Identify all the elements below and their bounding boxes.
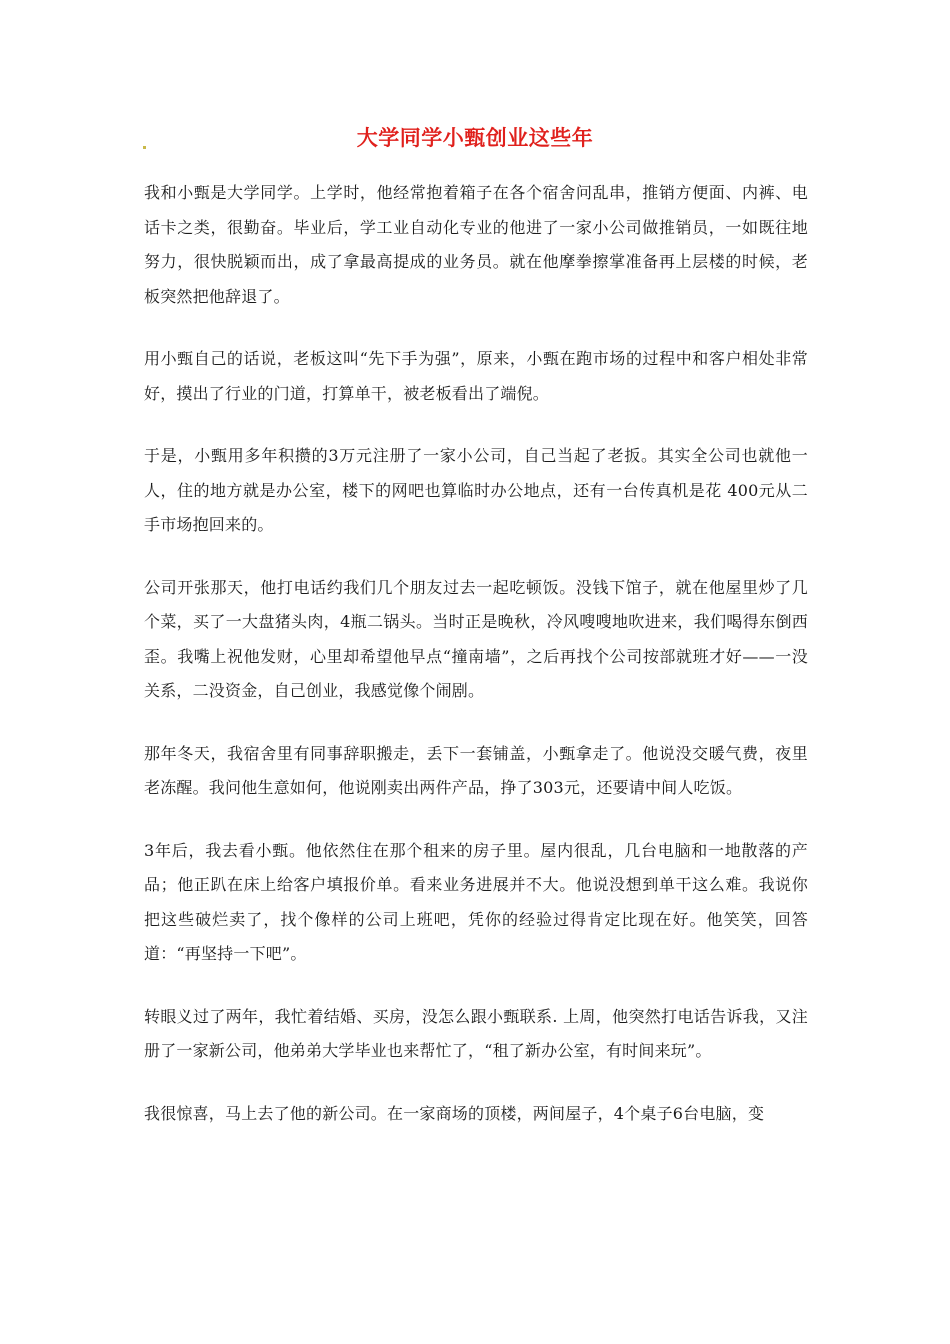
paragraph: 我很惊喜，马上去了他的新公司。在一家商场的顶楼，两间屋子，4个桌子6台电脑，变 (144, 1103, 765, 1123)
paragraph: 公司开张那天，他打电话约我们几个朋友过去一起吃顿饭。没钱下馆子，就在他屋里炒了几个菜，买了一大盘猪头肉，4瓶二锅头。当时正是晚秋，冷风嗖嗖地吹进来，我们喝得东倒西歪。我嘴上祝他发财，心里却希望他早点“撞南墙”，之后再找个公司按部就班才好——一没关系，二没资金，自己创业，我感觉像个闹剧。 (144, 577, 808, 700)
paragraph: 我和小甄是大学同学。上学时，他经常抱着箱子在各个宿舍问乱串，推销方便面、内裤、电话卡之类，很勤奋。毕业后，学工业自动化专业的他进了一家小公司做推销员，一如既往地努力，很快脱颖而出，成了拿最高提成的业务员。就在他摩拳擦掌准备再上层楼的时候，老板突然把他辞退了。 (144, 183, 808, 306)
paragraph: 于是，小甄用多年积攒的3万元注册了一家小公司，自己当起了老扳。其实全公司也就他一人，住的地方就是办公室，楼下的网吧也算临时办公地点，还有一台传真机是花 400元从二手市场抱回来的。 (144, 446, 808, 534)
document-title: 大学同学小甄创业这些年 (356, 126, 594, 150)
paragraph: 3年后，我去看小甄。他依然住在那个租来的房子里。屋内很乱，几台电脑和一地散落的产品；他正趴在床上给客户填报价单。看来业务进展并不大。他说没想到单干这么难。我说你把这些破烂卖了，找个像样的公司上班吧，凭你的经验过得肯定比现在好。他笑笑，回答道：“再坚持一下吧”。 (144, 840, 808, 963)
paragraph: 那年冬天，我宿舍里有同事辞职搬走，丢下一套铺盖，小甄拿走了。他说没交暖气费，夜里老冻醒。我问他生意如何，他说刚卖出两件产品，挣了303元，还要请中间人吃饭。 (144, 743, 808, 797)
paragraph: 转眼义过了两年，我忙着结婚、买房，没怎么跟小甄联系. 上周，他突然打电话告诉我，又注册了一家新公司，他弟弟大学毕业也来帮忙了，“租了新办公室，有时间来玩”。 (144, 1006, 808, 1060)
document-body (144, 176, 808, 1159)
paragraph: 用小甄自己的话说，老板这叫“先下手为强”，原来，小甄在跑市场的过程中和客户相处非常好，摸出了行业的门道，打算单干，被老板看出了端倪。 (144, 349, 808, 403)
